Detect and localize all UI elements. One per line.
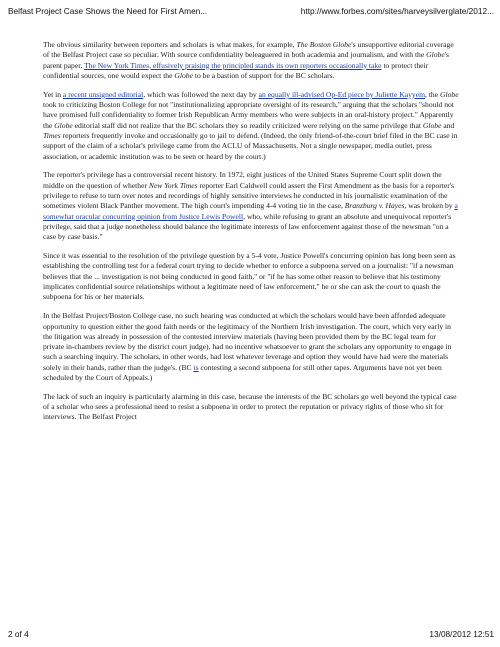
paragraph-2: Yet in a recent unsigned editorial, which was followed the next day by an equally ill-advised Op-Ed piece by Juliette Kayyem, the Globe took to criticizing Boston College for not "institutionalizing appropriate oversight of its research," arguing that the scholars "should not have promised full confidentiality to former Irish Republican Army members who were subjects in an oral-history project." Apparently the Globe editorial staff did not realize that the BC scholars they so readily criticized were relying on the same privilege that Globe and Times reporters frequently invoke and occasionally go to jail to defend. (Indeed, the only friend-of-the-court brief filed in the BC case in support of the claim of a scholar's privilege came from the ACLU of Massachusetts. Not a single newspaper, media outlet, press association, or academic institution was to be seen or heard by the court.) xyxy=(43,89,459,161)
paragraph-5: In the Belfast Project/Boston College case, no such hearing was conducted at which the scholars would have been afforded adequate opportunity to question either the good faith needs or the legitimacy of the Northern Irish investigation. The court, which very early in the litigation was already in possession of the contested interview materials (having been provided them by the BC legal team for private in-chambers review by the district court judge), had no incentive whatsoever to grant the scholars any opportunity to engage in such a searching inquiry. The scholars, in other words, had lost whatever leverage and option they would have had were the materials solely in their hands, rather than the judge's. (BC is contesting a second subpoena for still other tapes. Arguments have not yet been scheduled by the Court of Appeals.) xyxy=(43,311,452,382)
link-powell-concurring-opinion[interactable]: a somewhat oracular concurring opinion from Justice Lewis Powell xyxy=(43,201,458,221)
print-header xyxy=(8,6,494,18)
paragraph-1: The obvious similarity between reporters and scholars is what makes, for example, The Boston Globe's unsupportive editorial coverage of the Belfast Project case so peculiar. With source confidentiality beleaguered in both academia and journalism, and with the Globe's parent paper, The New York Times, effusively praising the principled stands its own reporters occasionally take to protect their confidential sources, one would expect the Globe to be a bastion of support for the BC scholars. xyxy=(43,40,454,80)
header-title: Belfast Project Case Shows the Need for First Amen... xyxy=(8,6,208,16)
paragraph-6: The lack of such an inquiry is particularly alarming in this case, because the interests of the BC scholars go well beyond the typical case of a scholar who sees a professional need to resist a subpoena in order to protect the reputation or privacy rights of those who sit for interviews. The Belfast Project xyxy=(43,391,457,422)
paragraph-4: Since it was essential to the resolution of the privilege question by a 5-4 vote, Justice Powell's concurring opinion has long been seen as establishing the controlling test for a federal court trying to decide whether to enforce a subpoena served on a journalist: "if a newsman believes that the ... investigation is not being conducted in good faith," or "if he has some other reason to believe that his testimony implicates confidential source relationships without a legitimate need of law enforcement," he or she can ask the court to quash the subpoena for his or her materials. xyxy=(43,251,456,302)
header-url: http://www.forbes.com/sites/harveysilverglate/2012... xyxy=(300,6,494,16)
article-body xyxy=(43,40,459,431)
print-footer xyxy=(8,629,494,641)
link-nyt-praising-reporters[interactable]: The New York Times, effusively praising the principled stands its own reporters occasionally take xyxy=(84,60,382,70)
link-kayyem-op-ed[interactable]: an equally ill-advised Op-Ed piece by Juliette Kayyem xyxy=(258,89,426,99)
paragraph-3: The reporter's privilege has a controversial recent history. In 1972, eight justices of the United States Supreme Court split down the middle on the question of whether New York Times reporter Earl Caldwell could assert the First Amendment as the basis for a reporter's privilege to refuse to turn over notes and recordings of highly sensitive interviews he conducted in his journalistic examination of the sometimes violent Black Panther movement. The high court's impending 4-4 voting tie in the case, Branzburg v. Hayes, was broken by a somewhat oracular concurring opinion from Justice Lewis Powell, who, while refusing to grant an absolute and unequivocal reporter's privilege, said that a judge nonetheless should balance the legitimate interests of law enforcement against those of the newsman "on a case by case basis." xyxy=(43,170,458,242)
link-unsigned-editorial[interactable]: a recent unsigned editorial xyxy=(62,89,144,99)
link-is-contesting[interactable]: is xyxy=(193,362,199,372)
print-datetime: 13/08/2012 12:51 xyxy=(429,629,494,639)
page-number: 2 of 4 xyxy=(8,629,29,639)
